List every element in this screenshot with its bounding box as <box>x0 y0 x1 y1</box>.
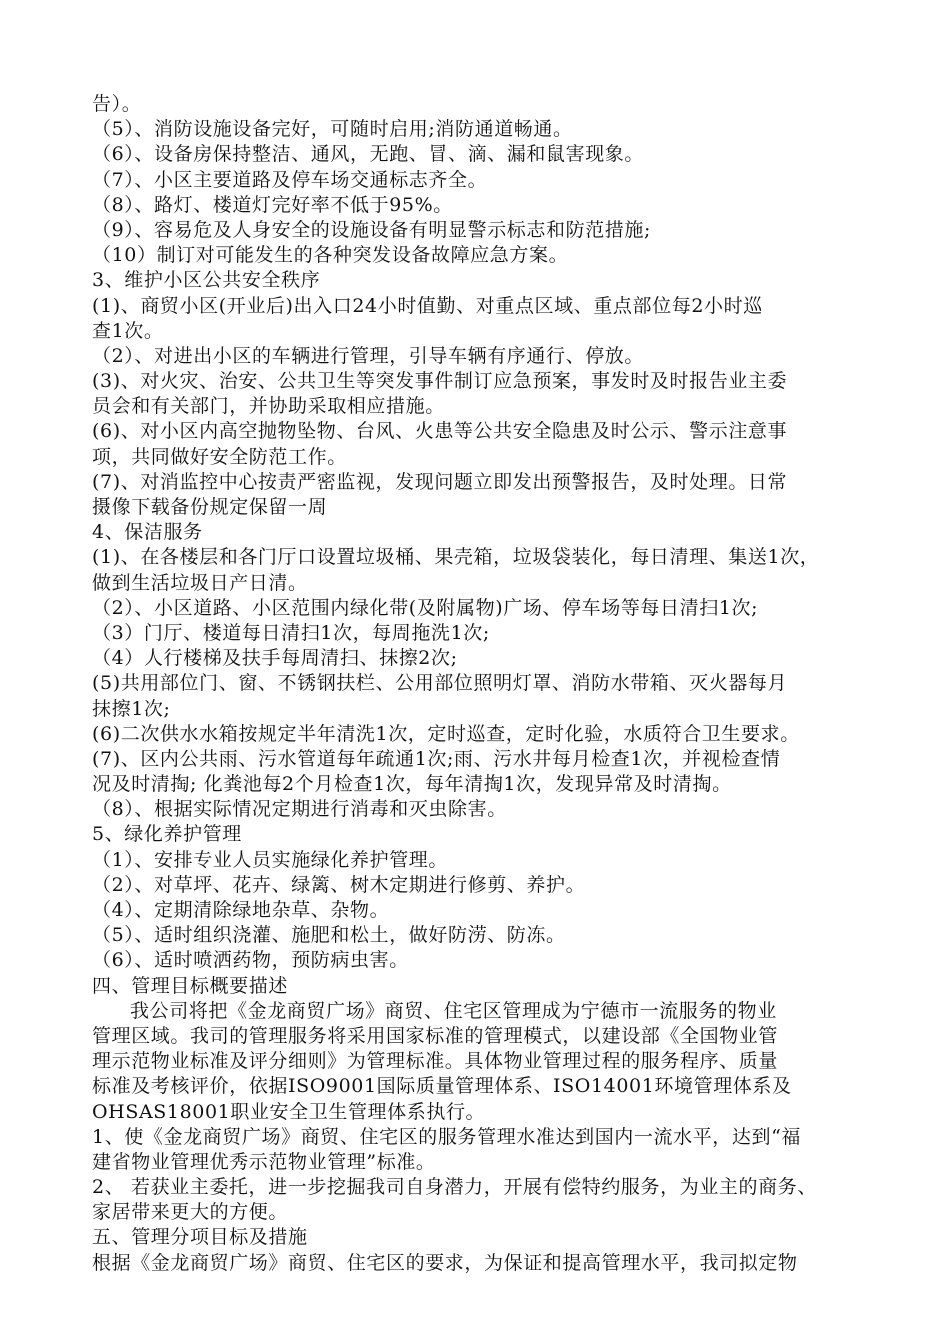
text-line: 理示范物业标准及评分细则》为管理标准。具体物业管理过程的服务程序、质量 <box>92 1050 779 1073</box>
text-line: 抹擦1次; <box>92 697 171 720</box>
text-line: （6）、设备房保持整洁、通风，无跑、冒、滴、漏和鼠害现象。 <box>92 143 644 166</box>
section-heading: 3、维护小区公共安全秩序 <box>92 269 321 292</box>
text-line: （2）、对进出小区的车辆进行管理，引导车辆有序通行、停放。 <box>92 344 644 367</box>
text-line: 建省物业管理优秀示范物业管理”标准。 <box>92 1150 436 1173</box>
section-heading: 4、保洁服务 <box>92 521 203 544</box>
text-line: （2）、对草坪、花卉、绿篱、树木定期进行修剪、养护。 <box>92 873 586 896</box>
text-line: 摄像下载备份规定保留一周 <box>92 496 328 518</box>
text-line: （1）、安排专业人员实施绿化养护管理。 <box>92 848 448 871</box>
text-line: 1、使《金龙商贸广场》商贸、住宅区的服务管理水准达到国内一流水平，达到“福 <box>92 1125 802 1148</box>
text-line: (7)、区内公共雨、污水管道每年疏通1次;雨、污水井每月检查1次，并视检查情 <box>92 747 781 770</box>
paragraph-first-line: 我公司将把《金龙商贸广场》商贸、住宅区管理成为宁德市一流服务的物业 <box>130 999 777 1022</box>
text-line: 家居带来更大的方便。 <box>92 1201 289 1224</box>
text-line: 查1次。 <box>92 319 164 342</box>
text-line: 告）。 <box>92 93 142 115</box>
text-line: 管理区域。我司的管理服务将采用国家标准的管理模式，以建设部《全国物业管 <box>92 1024 779 1047</box>
text-line: (6)、对小区内高空抛物坠物、台风、火患等公共安全隐患及时公示、警示注意事 <box>92 420 788 443</box>
chapter-heading: 四、管理目标概要描述 <box>92 974 289 997</box>
text-line: （8）、路灯、楼道灯完好率不低于95%。 <box>92 193 453 216</box>
chapter-heading: 五、管理分项目标及措施 <box>92 1226 308 1249</box>
text-line: OHSAS18001职业安全卫生管理体系执行。 <box>92 1100 486 1123</box>
section-heading: 5、绿化养护管理 <box>92 823 242 846</box>
text-line: （3）门厅、楼道每日清扫1次，每周拖洗1次; <box>92 621 490 644</box>
text-line: (6)二次供水水箱按规定半年清洗1次，定时巡查，定时化验，水质符合卫生要求。 <box>92 722 800 745</box>
text-line: （9）、容易危及人身安全的设施设备有明显警示标志和防范措施; <box>92 218 651 241</box>
text-line: （8）、根据实际情况定期进行消毒和灭虫除害。 <box>92 798 507 821</box>
text-line: （6）、适时喷洒药物，预防病虫害。 <box>92 949 409 972</box>
text-line: (5)共用部位门、窗、不锈钢扶栏、公用部位照明灯罩、消防水带箱、灭火器每月 <box>92 672 788 695</box>
text-line: （4）、定期清除绿地杂草、杂物。 <box>92 899 390 921</box>
text-line: （5）、消防设施设备完好，可随时启用;消防通道畅通。 <box>92 118 573 141</box>
text-line: （10）制订对可能发生的各种突发设备故障应急方案。 <box>92 244 569 267</box>
text-line: 员会和有关部门，并协助采取相应措施。 <box>92 395 445 418</box>
text-line: 做到生活垃圾日产日清。 <box>92 571 308 594</box>
text-line: 根据《金龙商贸广场》商贸、住宅区的要求，为保证和提高管理水平，我司拟定物 <box>92 1251 798 1274</box>
document-page <box>92 92 872 1276</box>
text-line: (1)、商贸小区(开业后)出入口24小时值勤、对重点区域、重点部位每2小时巡 <box>92 294 763 317</box>
text-line: 项，共同做好安全防范工作。 <box>92 445 347 468</box>
text-line: （5）、适时组织浇灌、施肥和松土，做好防涝、防冻。 <box>92 924 566 947</box>
text-line: 况及时清掏; 化粪池每2个月检查1次，每年清掏1次，发现异常及时清掏。 <box>92 773 732 796</box>
text-line: （4）人行楼梯及扶手每周清扫、抹擦2次; <box>92 647 458 670</box>
text-line: 2、 若获业主委托，进一步挖掘我司自身潜力，开展有偿特约服务，为业主的商务、 <box>92 1176 817 1199</box>
text-line: （7）、小区主要道路及停车场交通标志齐全。 <box>92 168 488 191</box>
text-line: (7)、对消监控中心按责严密监视，发现问题立即发出预警报告，及时处理。日常 <box>92 470 788 493</box>
text-line: （2）、小区道路、小区范围内绿化带(及附属物)广场、停车场等每日清扫1次; <box>92 596 759 619</box>
text-line: 标准及考核评价，依据ISO9001国际质量管理体系、ISO14001环境管理体系及 <box>92 1075 792 1098</box>
text-line: (1)、在各楼层和各门厅口设置垃圾桶、果壳箱，垃圾袋装化，每日清理、集送1次， <box>92 546 820 569</box>
text-line: (3)、对火灾、治安、公共卫生等突发事件制订应急预案，事发时及时报告业主委 <box>92 370 788 393</box>
